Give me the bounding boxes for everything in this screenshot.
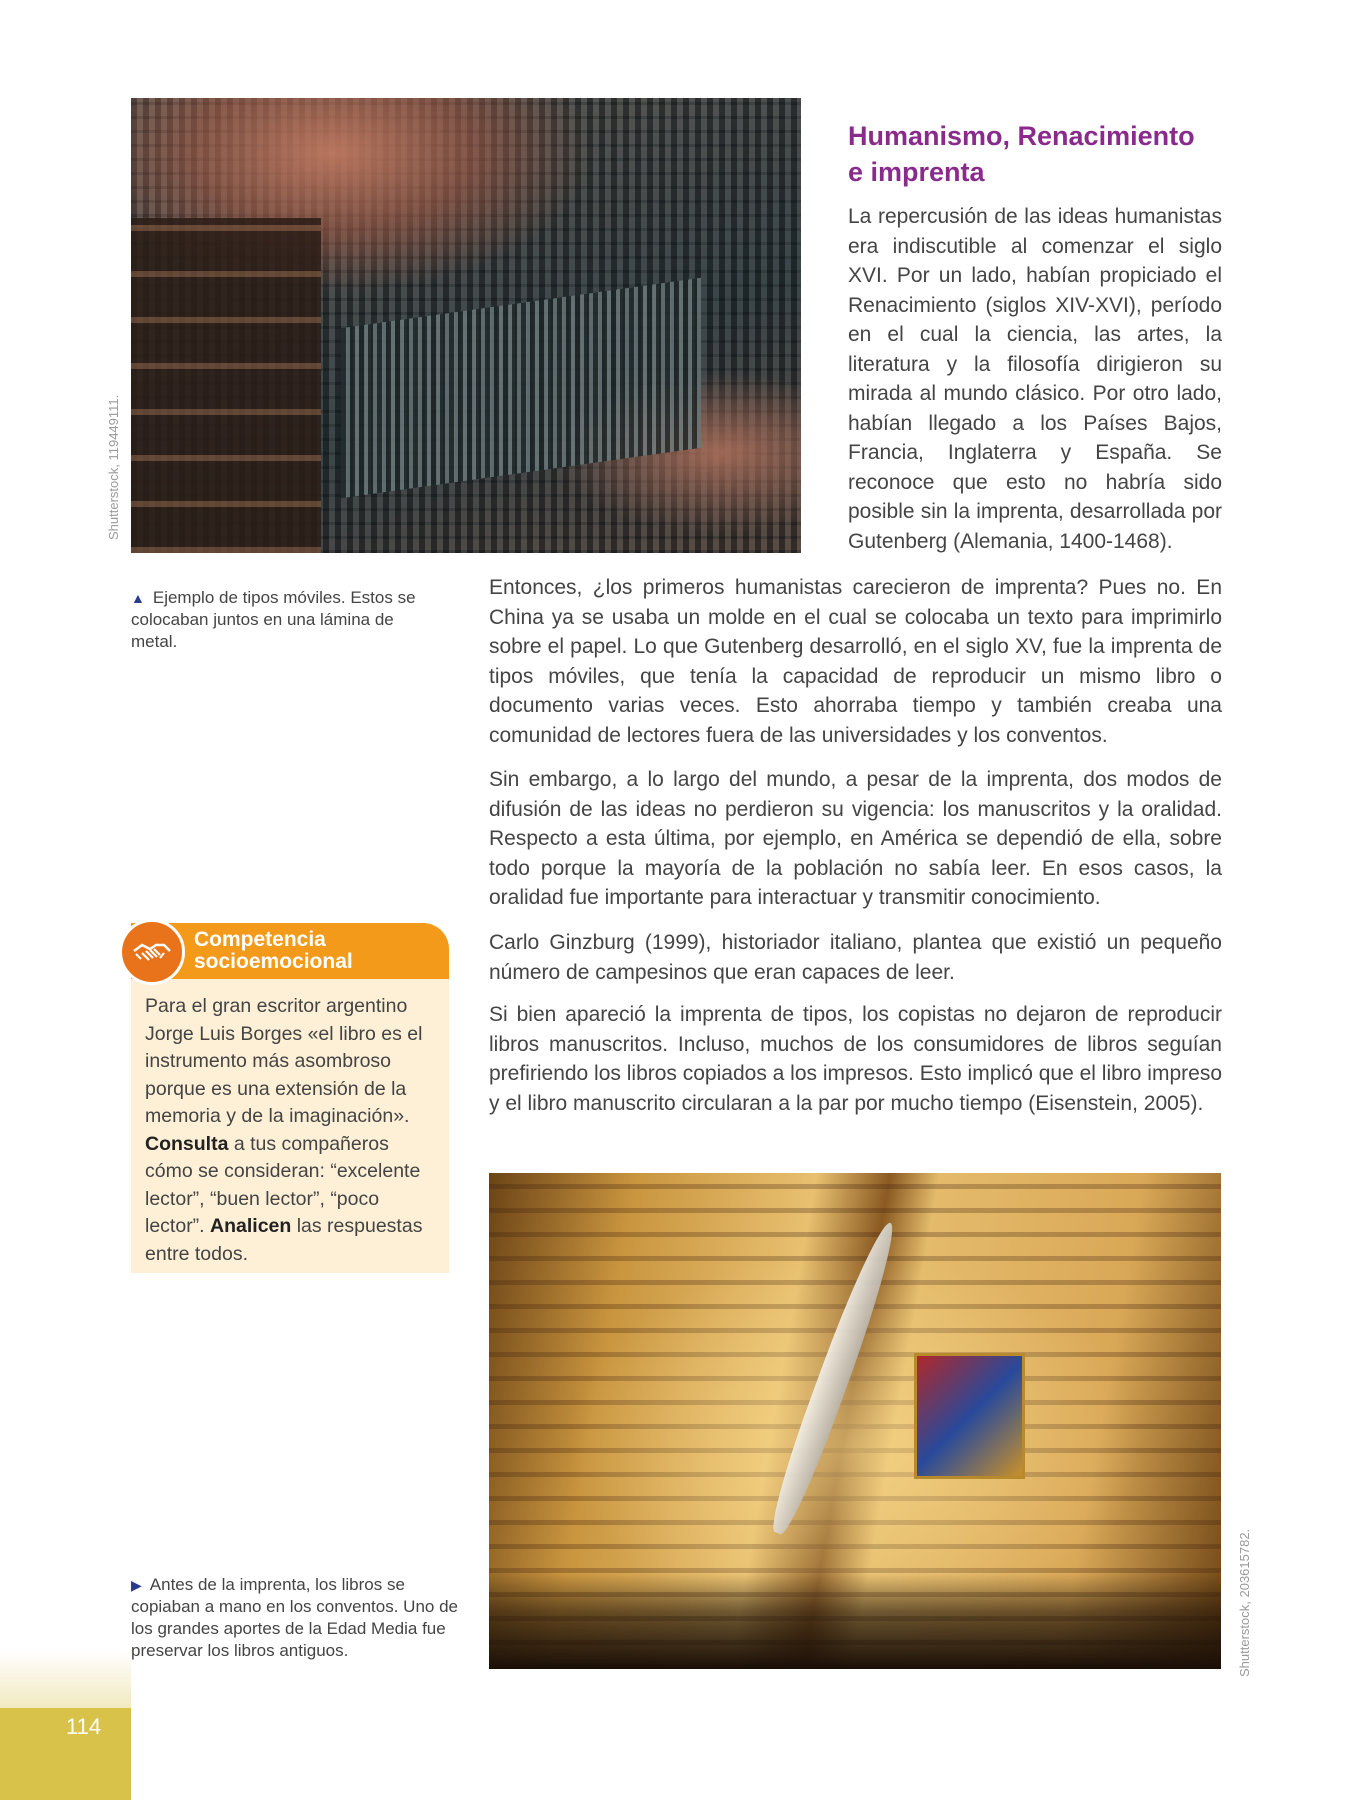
section-title <box>848 118 1228 190</box>
body-paragraph-4: Si bien apareció la imprenta de tipos, los copistas no dejaron de reproducir libros manuscritos. Incluso, muchos de los consumidores de libros seguían prefiriendo los libros copiados a los impresos. Esto implicó que el libro impreso y el libro manuscrito circularan a la par por mucho tiempo (Eisenstein, 2005). <box>489 1003 1223 1115</box>
illuminated-letter <box>914 1353 1025 1479</box>
competencia-text-3: las respuestas entre todos. <box>145 1215 423 1265</box>
type-case-tray <box>131 218 321 553</box>
caption-type-photo <box>131 587 441 653</box>
competencia-text-2: a tus compañeros cómo se consideran: “excelente lector”, “buen lector”, “poco lector”. <box>145 1132 421 1237</box>
triangle-up-icon: ▲ <box>131 590 145 606</box>
manuscript-book-photo <box>489 1173 1221 1669</box>
section-title-line1: Humanismo, Renacimiento <box>848 121 1195 151</box>
section-title-line2: e imprenta <box>848 157 985 187</box>
photo-shadow <box>489 1574 1221 1669</box>
page-number: 114 <box>66 1714 102 1739</box>
body-paragraph-3: Carlo Ginzburg (1999), historiador italiano, plantea que existió un pequeño número de campesinos que eran capaces de leer. <box>489 931 1222 984</box>
caption-type-text: Ejemplo de tipos móviles. Estos se colocaban juntos en una lámina de metal. <box>131 588 416 651</box>
triangle-right-icon: ▶ <box>131 1577 142 1593</box>
footer-gradient <box>0 1650 131 1708</box>
body-paragraph-2: Sin embargo, a lo largo del mundo, a pesar de la imprenta, dos modos de difusión de las ideas no perdieron su vigencia: los manuscritos y la oralidad. Respecto a esta última, por ejemplo, en América se dependió de ella, sobre todo porque la mayoría de la población no sabía leer. En esos casos, la oralidad fue importante para interactuar y transmitir conocimiento. <box>489 768 1222 909</box>
handshake-icon <box>119 919 185 985</box>
competencia-title-line1: Competencia <box>194 928 326 951</box>
movable-type-photo <box>131 98 801 553</box>
competencia-text-1: Para el gran escritor argentino Jorge Luis Borges «el libro es el instrumento más asombroso porque es una extensión de la memoria y de la imaginación». <box>145 995 423 1127</box>
competencia-verb-consulta: Consulta <box>145 1132 229 1155</box>
body-paragraph-1: Entonces, ¿los primeros humanistas carecieron de imprenta? Pues no. En China ya se usaba un molde en el cual se colocaba un texto para imprimirlo sobre el papel. Lo que Gutenberg desarrolló, en el siglo XV, fue la imprenta de tipos móviles, que tenía la capacidad de reproducir un mismo libro o documento varias veces. Esto ahorraba tiempo y también creaba una comunidad de lectores fuera de las universidades y los conventos. <box>489 576 1222 747</box>
quill-feather <box>763 1218 904 1538</box>
intro-paragraph: La repercusión de las ideas humanistas era indiscutible al comenzar el siglo XVI. Por un lado, habían propiciado el Renacimiento (siglos XIV-XVI), período en el cual la ciencia, las artes, la literatura y la filosofía dirigieron su mirada al mundo clásico. Por otro lado, habían llegado a los Países Bajos, Francia, Inglaterra y España. Se reconoce que esto no habría sido posible sin la imprenta, desarrollada por Gutenberg (Alemania, 1400-1468). <box>848 205 1222 553</box>
competencia-verb-analicen: Analicen <box>210 1215 292 1237</box>
competencia-title <box>194 929 353 973</box>
photo-credit-book: Shutterstock, 203615782. <box>1237 1528 1252 1677</box>
photo-credit-type: Shutterstock, 119449111. <box>106 394 121 540</box>
type-plate <box>341 278 701 499</box>
competencia-box <box>131 923 449 1273</box>
competencia-text <box>145 993 437 1268</box>
caption-book-photo <box>131 1574 461 1662</box>
competencia-title-line2: socioemocional <box>194 950 353 973</box>
caption-book-text: Antes de la imprenta, los libros se copiaban a mano en los conventos. Uno de los grandes aportes de la Edad Media fue preservar los libros antiguos. <box>131 1575 459 1660</box>
